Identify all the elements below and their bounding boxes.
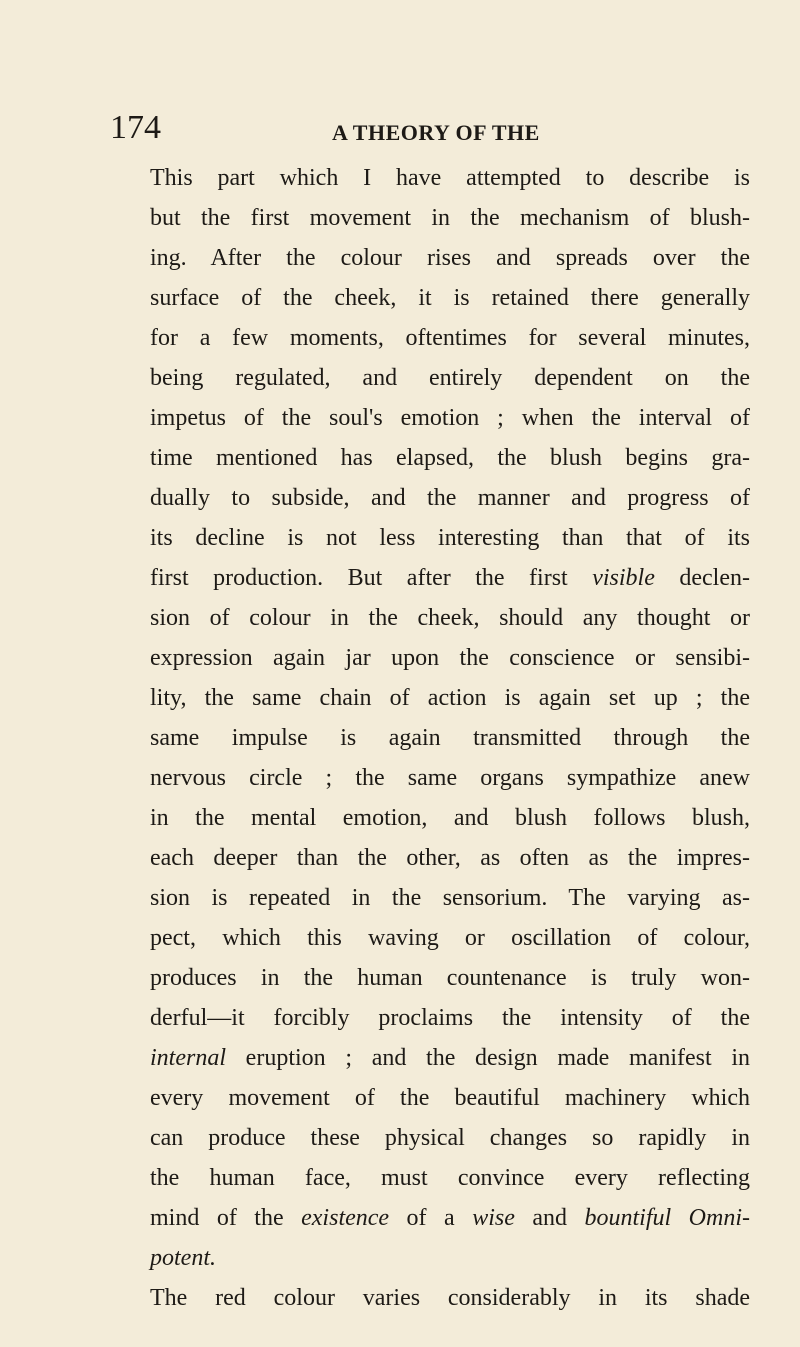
- text-line: its decline is not less interesting than that of its: [150, 525, 750, 551]
- text-line: [150, 1238, 750, 1278]
- text-line: sion is repeated in the sensorium. The varying as-: [150, 885, 750, 911]
- text-line: each deeper than the other, as often as the impres-: [150, 845, 750, 871]
- text-line: first production. But after the first visible declen-: [150, 565, 750, 591]
- italic-word: internal: [150, 1045, 226, 1071]
- text-line: sion of colour in the cheek, should any thought or: [150, 605, 750, 631]
- italic-word: visible: [592, 565, 655, 591]
- text-line: but the first movement in the mechanism of blush-: [150, 205, 750, 231]
- italic-word: existence: [301, 1205, 390, 1231]
- text-line: same impulse is again transmitted through the: [150, 725, 750, 751]
- text-line: surface of the cheek, it is retained there generally: [150, 285, 750, 311]
- body-text: [150, 158, 750, 1318]
- text-line: lity, the same chain of action is again set up ; the: [150, 685, 750, 711]
- text-line: can produce these physical changes so rapidly in: [150, 1125, 750, 1151]
- text-line: ing. After the colour rises and spreads over the: [150, 245, 750, 271]
- text-line: every movement of the beautiful machinery which: [150, 1085, 750, 1111]
- italic-word: wise: [472, 1205, 515, 1231]
- text-line: derful—it forcibly proclaims the intensity of the: [150, 1005, 750, 1031]
- text-line: produces in the human countenance is truly won-: [150, 965, 750, 991]
- text-line: impetus of the soul's emotion ; when the interval of: [150, 405, 750, 431]
- running-title: A THEORY OF THE: [332, 120, 540, 145]
- text-line: internal eruption ; and the design made manifest in: [150, 1045, 750, 1071]
- text-line: being regulated, and entirely dependent on the: [150, 365, 750, 391]
- text-line: mind of the existence of a wise and bountiful Omni-: [150, 1205, 750, 1231]
- text-line: for a few moments, oftentimes for several minutes,: [150, 325, 750, 351]
- text-line: The red colour varies considerably in its shade: [150, 1285, 750, 1311]
- text-line: in the mental emotion, and blush follows blush,: [150, 805, 750, 831]
- text-line: nervous circle ; the same organs sympathize anew: [150, 765, 750, 791]
- italic-word: potent.: [150, 1245, 216, 1271]
- text-line: This part which I have attempted to describe is: [150, 165, 750, 191]
- text-line: pect, which this waving or oscillation of colour,: [150, 925, 750, 951]
- text-line: expression again jar upon the conscience or sensibi-: [150, 645, 750, 671]
- text-line: the human face, must convince every reflecting: [150, 1165, 750, 1191]
- text-line: dually to subside, and the manner and progress of: [150, 485, 750, 511]
- text-line: time mentioned has elapsed, the blush begins gra-: [150, 445, 750, 471]
- page-number: 174: [110, 109, 161, 146]
- italic-word: bountiful Omni-: [584, 1205, 750, 1231]
- running-head: [90, 108, 710, 158]
